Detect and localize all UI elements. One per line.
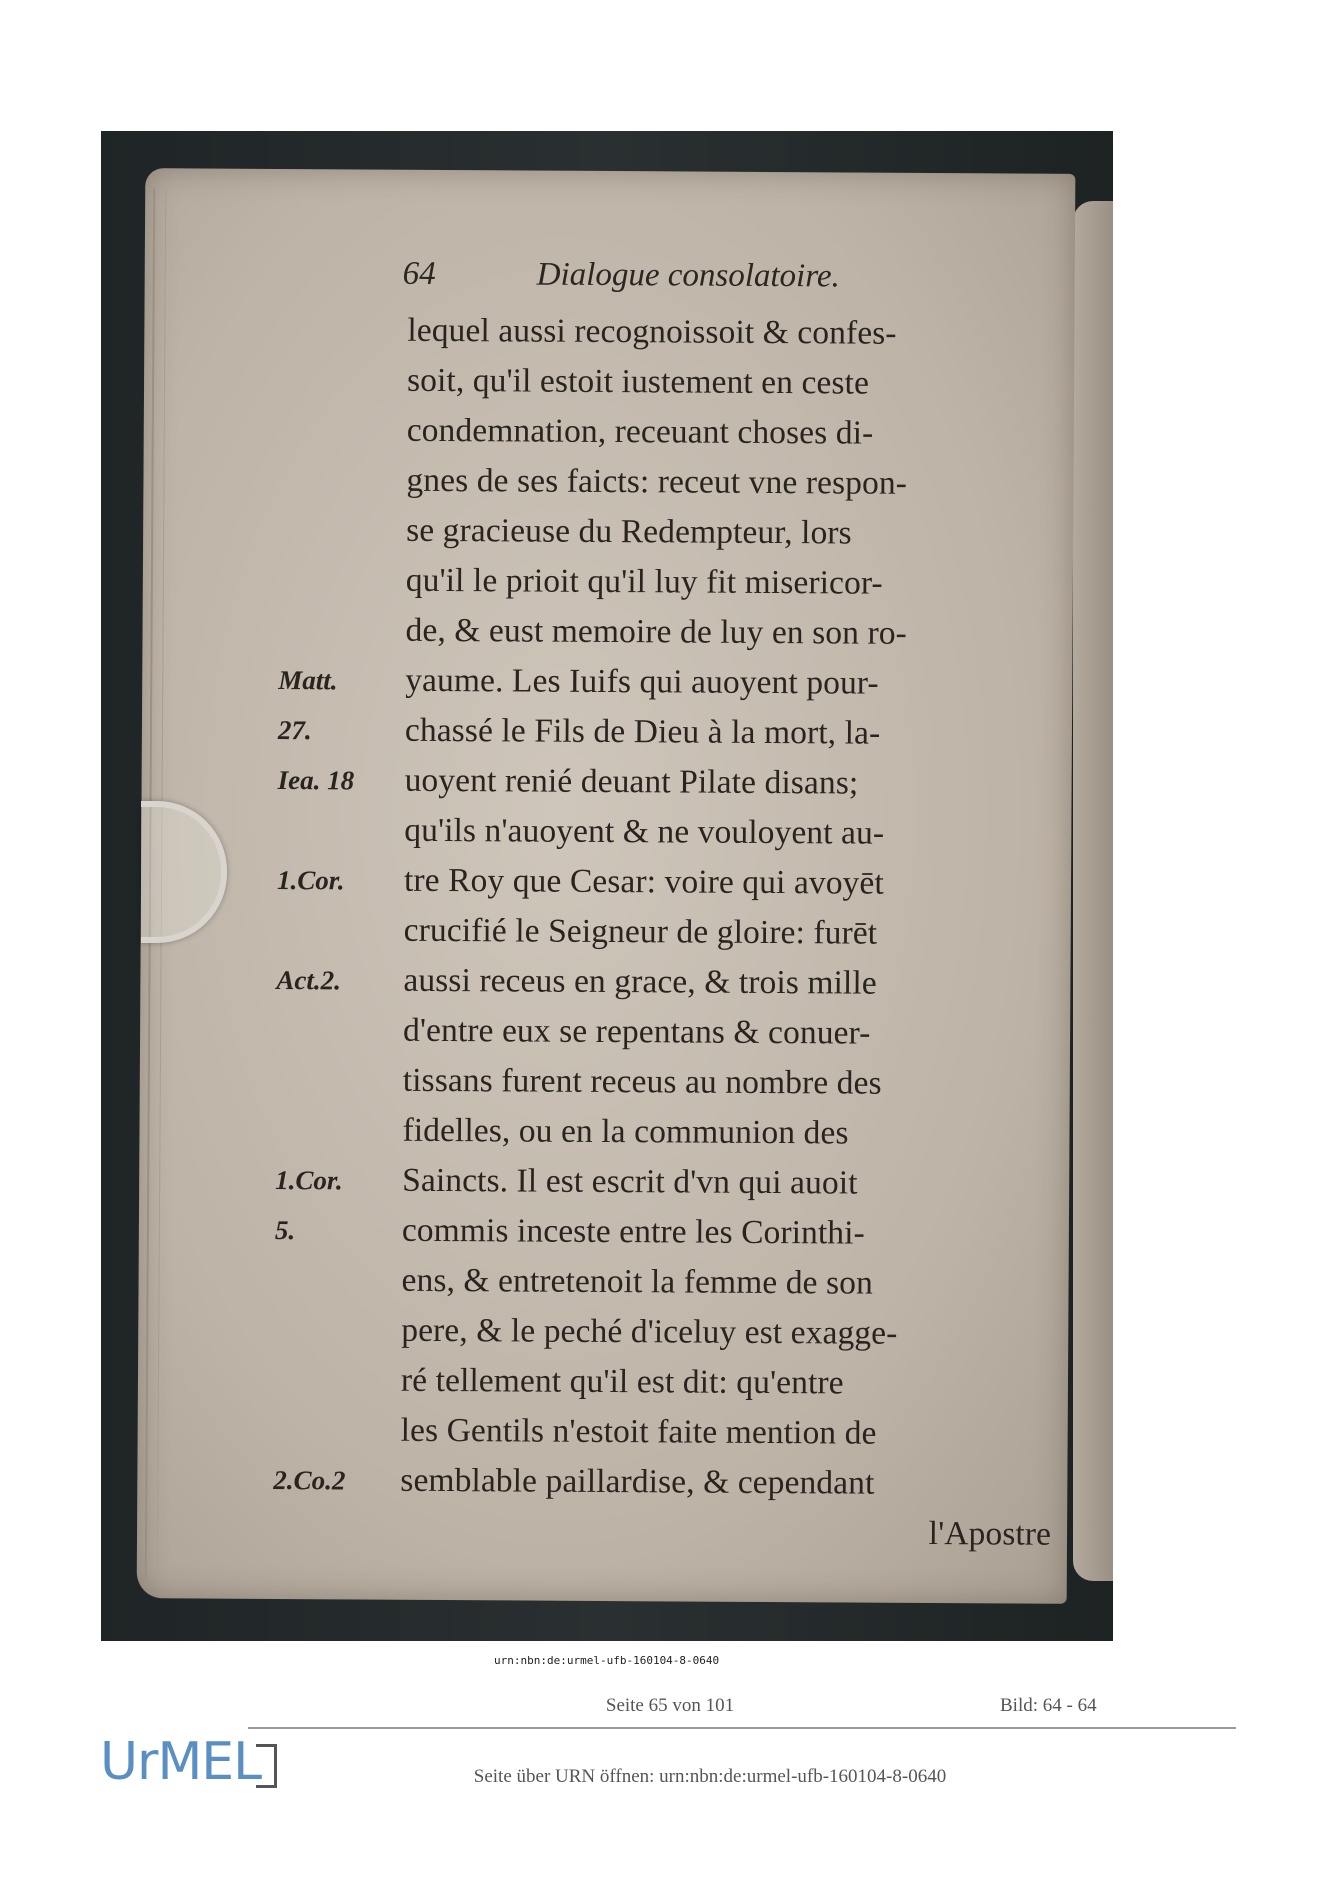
text-line: crucifié le Seigneur de gloire: furēt — [403, 911, 878, 952]
text-line: pere, & le peché d'iceluy est exagge- — [401, 1311, 898, 1352]
catchword: l'Apostre — [928, 1514, 1052, 1553]
text-line: ré tellement qu'il est dit: qu'entre — [400, 1361, 844, 1402]
urn-link[interactable]: Seite über URN öffnen: urn:nbn:de:urmel-ufb-160104-8-0640 — [473, 1766, 947, 1787]
book-page — [137, 168, 1076, 1604]
text-line: semblable paillardise, & cependant — [400, 1461, 875, 1502]
image-range: Bild: 64 - 64 — [1000, 1695, 1097, 1716]
text-line: d'entre eux se repentans & conuer- — [403, 1011, 871, 1052]
text-line: de, & eust memoire de luy en son ro- — [405, 611, 907, 652]
printed-page-number: 64 — [402, 255, 436, 292]
margin-note: 2.Co.2 — [273, 1464, 346, 1496]
logo-box-mark — [256, 1744, 277, 1788]
scan-image — [101, 131, 1113, 1641]
urn-stamp: urn:nbn:de:urmel-ufb-160104-8-0640 — [494, 1654, 720, 1667]
running-head — [403, 256, 1003, 300]
next-page-edge — [1073, 201, 1113, 1581]
urmel-logo: UrMEL — [100, 1732, 262, 1792]
text-line: lequel aussi recognoissoit & confes- — [407, 311, 897, 352]
text-line: se gracieuse du Redempteur, lors — [406, 511, 852, 552]
text-line: qu'ils n'auoyent & ne vouloyent au- — [404, 811, 885, 852]
text-line: ens, & entretenoit la femme de son — [401, 1261, 874, 1302]
text-line: tissans furent receus au nombre des — [402, 1061, 882, 1102]
page-count: Seite 65 von 101 — [605, 1695, 735, 1716]
margin-note: Act.2. — [276, 964, 342, 996]
margin-note: Iea. 18 — [277, 764, 355, 796]
text-line: gnes de ses faicts: receut vne respon- — [406, 461, 908, 502]
margin-note: 27. — [277, 714, 312, 746]
margin-note: 1.Cor. — [276, 864, 345, 896]
text-line: Saincts. Il est escrit d'vn qui auoit — [402, 1161, 858, 1202]
text-line: fidelles, ou en la communion des — [402, 1111, 849, 1152]
running-title: Dialogue consolatoire. — [536, 256, 840, 295]
text-line: chassé le Fils de Dieu à la mort, la- — [404, 711, 881, 752]
text-line: yaume. Les Iuifs qui auoyent pour- — [405, 661, 879, 702]
text-line: les Gentils n'estoit faite mention de — [400, 1411, 877, 1452]
margin-note: 1.Cor. — [275, 1164, 343, 1196]
text-line: uoyent renié deuant Pilate disans; — [404, 761, 859, 802]
text-line: condemnation, receuant choses di- — [406, 411, 874, 452]
footer-divider — [248, 1727, 1236, 1729]
text-line: soit, qu'il estoit iustement en ceste — [406, 361, 870, 402]
text-line: commis inceste entre les Corinthi- — [401, 1211, 865, 1252]
text-line: tre Roy que Cesar: voire qui avoyēt — [403, 861, 884, 902]
text-line: qu'il le prioit qu'il luy fit misericor- — [405, 561, 883, 602]
margin-note: 5. — [274, 1214, 296, 1246]
text-line: aussi receus en grace, & trois mille — [403, 961, 877, 1002]
margin-note: Matt. — [278, 664, 338, 696]
